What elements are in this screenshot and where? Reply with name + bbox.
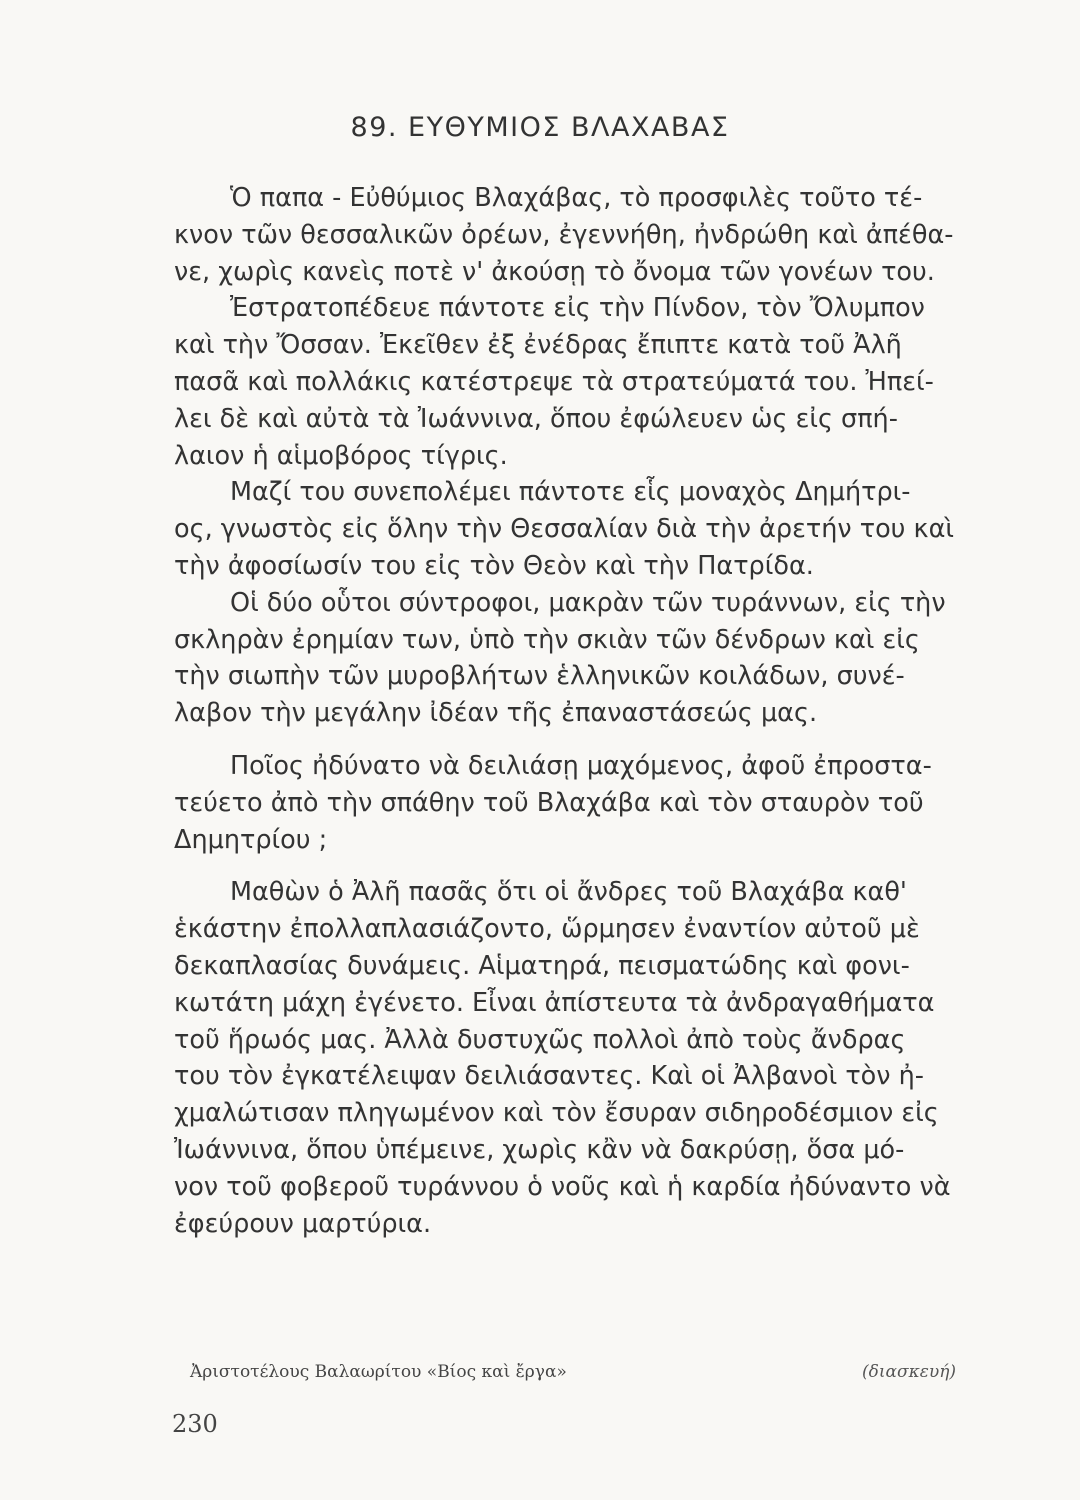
text-line: κνον τῶν θεσσαλικῶν ὀρέων, ἐγεννήθη, ἠνδρώθη καὶ ἀπέθα- bbox=[174, 219, 954, 250]
text-line: σκληρὰν ἐρημίαν των, ὑπὸ τὴν σκιὰν τῶν δένδρων καὶ εἰς bbox=[174, 624, 920, 655]
text-line: Μαθὼν ὁ Ἀλῆ πασᾶς ὅτι οἱ ἄνδρες τοῦ Βλαχάβα καθ' bbox=[230, 877, 907, 908]
text-line: δεκαπλασίας δυνάμεις. Αἱματηρά, πεισματώδης καὶ φονι- bbox=[174, 950, 910, 981]
text-line: καὶ τὴν Ὄσσαν. Ἐκεῖθεν ἐξ ἐνέδρας ἔπιπτε κατὰ τοῦ Ἀλῆ bbox=[174, 330, 902, 361]
text-line: τεύετο ἀπὸ τὴν σπάθην τοῦ Βλαχάβα καὶ τὸν σταυρὸν τοῦ bbox=[174, 787, 924, 818]
text-line: ἑκάστην ἐπολλαπλασιάζοντο, ὥρμησεν ἐναντίον αὐτοῦ μὲ bbox=[174, 914, 920, 945]
text-line: Ἰωάννινα, ὅπου ὑπέμεινε, χωρὶς κἂν νὰ δακρύσῃ, ὅσα μό- bbox=[174, 1134, 905, 1165]
page-number: 230 bbox=[172, 1410, 218, 1438]
chapter-title: 89. ΕΥΘΥΜΙΟΣ ΒΛΑΧΑΒΑΣ bbox=[350, 112, 730, 143]
paragraph-gap bbox=[174, 858, 1034, 874]
body-text bbox=[174, 180, 1034, 1242]
text-line: Μαζί του συνεπολέμει πάντοτε εἷς μοναχὸς Δημήτρι- bbox=[230, 477, 911, 508]
text-line: λαιον ἡ αἱμοβόρος τίγρις. bbox=[174, 440, 508, 471]
text-line: Οἱ δύο οὗτοι σύντροφοι, μακρὰν τῶν τυράννων, εἰς τὴν bbox=[230, 587, 946, 618]
paragraph-gap bbox=[174, 732, 1034, 748]
text-line: Ἐστρατοπέδευε πάντοτε εἰς τὴν Πίνδον, τὸν Ὄλυμπον bbox=[230, 293, 925, 324]
text-line: Δημητρίου ; bbox=[174, 824, 328, 855]
text-line: χμαλώτισαν πληγωμένον καὶ τὸν ἔσυραν σιδηροδέσμιον εἰς bbox=[174, 1098, 939, 1129]
text-line: του τὸν ἐγκατέλειψαν δειλιάσαντες. Καὶ οἱ Ἀλβανοὶ τὸν ἠ- bbox=[174, 1061, 924, 1092]
text-line: κωτάτη μάχη ἐγένετο. Εἶναι ἀπίστευτα τὰ ἀνδραγαθήματα bbox=[174, 987, 935, 1018]
text-line: νον τοῦ φοβεροῦ τυράννου ὁ νοῦς καὶ ἡ καρδία ἠδύναντο νὰ bbox=[174, 1171, 951, 1202]
text-line: πασᾶ καὶ πολλάκις κατέστρεψε τὰ στρατεύματά του. Ἠπεί- bbox=[174, 366, 934, 397]
source-citation: Ἀριστοτέλους Βαλαωρίτου «Βίος καὶ ἔργα» bbox=[190, 1362, 567, 1382]
text-line: τὴν ἀφοσίωσίν του εἰς τὸν Θεὸν καὶ τὴν Πατρίδα. bbox=[174, 550, 814, 581]
text-line: τὴν σιωπὴν τῶν μυροβλήτων ἑλληνικῶν κοιλάδων, συνέ- bbox=[174, 661, 905, 692]
text-line: λει δὲ καὶ αὐτὰ τὰ Ἰωάννινα, ὅπου ἐφώλευεν ὡς εἰς σπή- bbox=[174, 403, 898, 434]
text-line: λαβον τὴν μεγάλην ἰδέαν τῆς ἐπαναστάσεώς μας. bbox=[174, 698, 818, 729]
text-line: Ὁ παπα - Εὐθύμιος Βλαχάβας, τὸ προσφιλὲς τοῦτο τέ- bbox=[230, 183, 923, 213]
text-line: ος, γνωστὸς εἰς ὅλην τὴν Θεσσαλίαν διὰ τὴν ἀρετήν του καὶ bbox=[174, 514, 955, 545]
text-line: ἐφεύρουν μαρτύρια. bbox=[174, 1208, 432, 1239]
text-line: νε, χωρὶς κανεὶς ποτὲ ν' ἀκούσῃ τὸ ὄνομα τῶν γονέων του. bbox=[174, 256, 935, 287]
text-line: τοῦ ἥρωός μας. Ἀλλὰ δυστυχῶς πολλοὶ ἀπὸ τοὺς ἄνδρας bbox=[174, 1024, 906, 1055]
text-line: Ποῖος ἠδύνατο νὰ δειλιάσῃ μαχόμενος, ἀφοῦ ἐπροστα- bbox=[230, 750, 932, 781]
adaptation-note: (διασκευή) bbox=[862, 1362, 957, 1382]
